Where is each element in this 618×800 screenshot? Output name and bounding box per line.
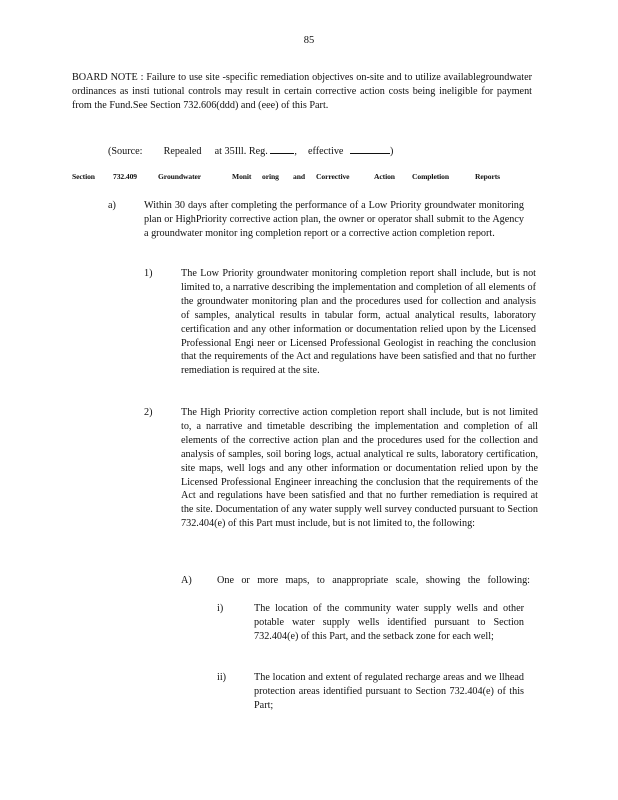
para-A-text: One or more maps, to anappropriate scale, showing the following: bbox=[217, 575, 530, 586]
source-effective: effective bbox=[308, 146, 344, 157]
section-title-word: Corrective bbox=[316, 172, 350, 181]
section-title-word: Action bbox=[374, 172, 395, 181]
para-2-text: The High Priority corrective action completion report shall include, but is not limited to, a narrative and timetable describing the implementation and completion of all elements of the corrective action plan and the procedures used for the collection and analysis of samples, soil boring logs, actual analytical re sults, laboratory certification, site maps, well logs and any other information or documentation relied upon by the Licensed Professional Engineer inreaching the conclusion that the requirements of the Act and regulations have been satisfied and that no further remediation is required at the site. Documentation of any water supply well survey conducted pursuant to Section 732.404(e) of this Part must include, but is not limited to, the following: bbox=[181, 407, 538, 530]
para-i-text: The location of the community water supply wells and other potable water supply wells identified pursuant to Section 732.404(e) of this Part, and the setback zone for each well; bbox=[254, 603, 524, 642]
blank-line bbox=[350, 143, 390, 154]
source-note bbox=[108, 143, 393, 159]
section-title-word: Monit bbox=[232, 172, 252, 181]
source-close: ) bbox=[390, 146, 394, 157]
para-i-label: i) bbox=[217, 603, 224, 614]
source-reg: at 35Ill. Reg. bbox=[214, 146, 268, 157]
source-open: (Source: bbox=[108, 146, 143, 157]
para-1-text: The Low Priority groundwater monitoring completion report shall include, but is not limited to, a narrative describing the implementation and completion of all elements of the groundwater monitoring plan and the procedures used for collection and analysis of samples, analytical results in tabular form, actual analytical results, laboratory certification and any other information or documentation relied upon by the Licensed Professional Engi neer or Licensed Professional Geologist in reaching the conclusion that the requirements of the Act and regulations have been satisfied and that no further remediation is required at the site. bbox=[181, 268, 536, 377]
source-comma: , bbox=[294, 146, 297, 157]
section-title-word: Completion bbox=[412, 172, 449, 181]
section-title-word: Groundwater bbox=[158, 172, 202, 181]
board-note: BOARD NOTE : Failure to use site -specific remediation objectives on-site and to utilize availablegroundwater ordinances as insti tutional controls may result in certain corrective action costs being ineligible for payment from the Fund.See Section 732.606(ddd) and (eee) of this Part. bbox=[72, 72, 532, 111]
para-a-label: a) bbox=[108, 200, 116, 211]
para-ii-text: The location and extent of regulated recharge areas and we llhead protection areas identified pursuant to Section 732.404(e) of this Part; bbox=[254, 672, 524, 711]
source-repealed: Repealed bbox=[163, 146, 202, 157]
section-title-word: oring bbox=[262, 172, 279, 181]
section-number: 732.409 bbox=[113, 172, 137, 181]
section-title-word: Reports bbox=[475, 172, 501, 181]
page-number: 85 bbox=[303, 35, 315, 46]
section-label: Section bbox=[72, 172, 95, 181]
para-2-label: 2) bbox=[144, 407, 153, 418]
blank-line bbox=[270, 143, 294, 154]
para-a-text: Within 30 days after completing the performance of a Low Priority groundwater monitoring plan or HighPriority corrective action plan, the owner or operator shall submit to the Agency a groundwater monitor ing completion report or a corrective action completion report. bbox=[144, 200, 524, 239]
para-ii-label: ii) bbox=[217, 672, 227, 683]
section-title-word: and bbox=[293, 172, 305, 181]
para-1-label: 1) bbox=[144, 268, 153, 279]
para-A-label: A) bbox=[181, 575, 192, 586]
